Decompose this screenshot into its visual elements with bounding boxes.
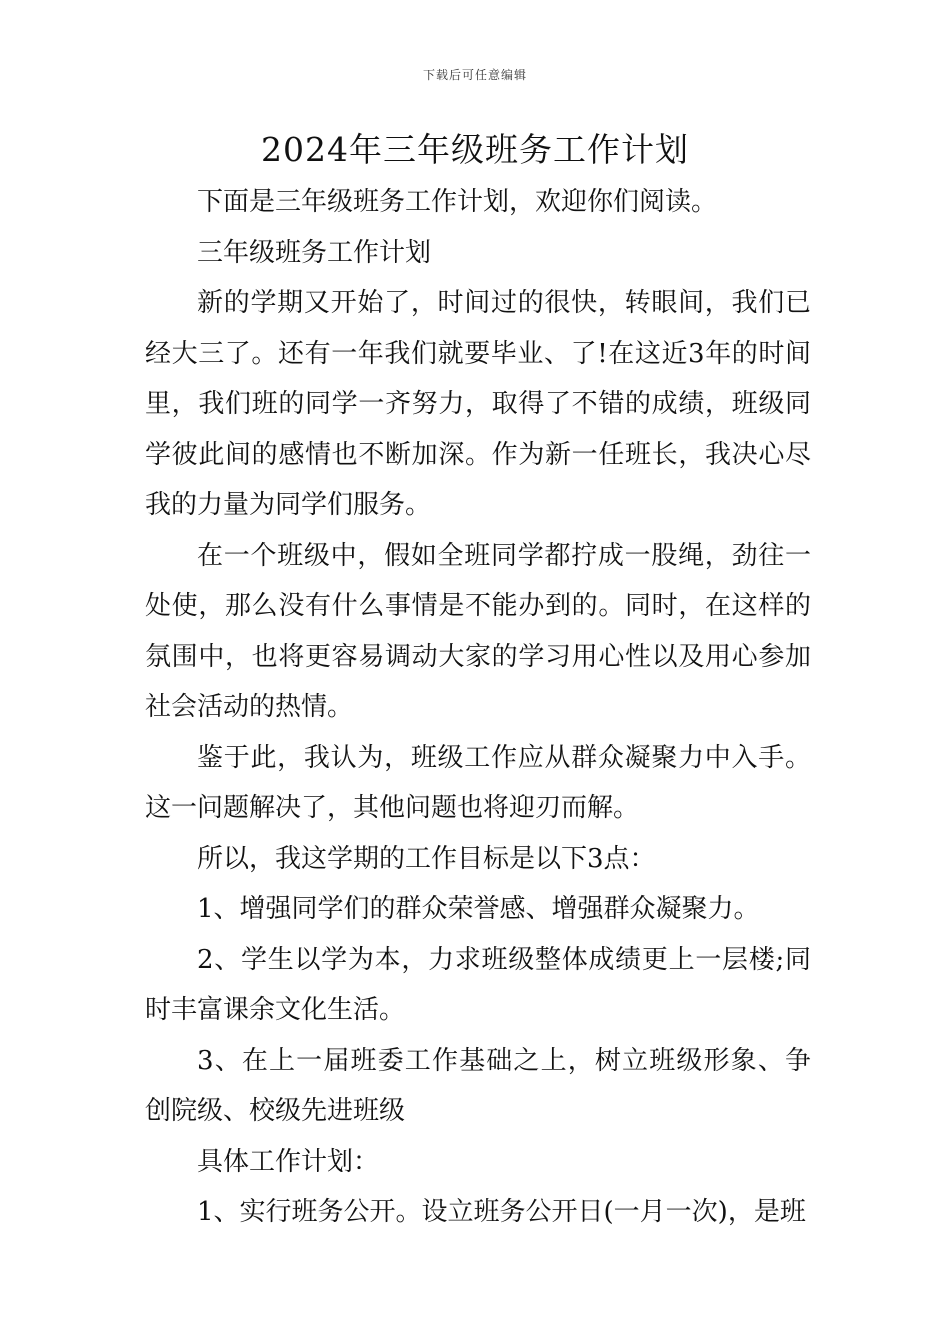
paragraph-intro: 下面是三年级班务工作计划，欢迎你们阅读。 (197, 187, 718, 217)
paragraph-goal-3: 3、在上一届班委工作基础之上，树立班级形象、争创院级、校级先进班级 (145, 1045, 811, 1126)
paragraph-cohesion: 鉴于此，我认为，班级工作应从群众凝聚力中入手。这一问题解决了，其他问题也将迎刃而解。 (145, 742, 811, 823)
paragraph-goal-1: 1、增强同学们的群众荣誉感、增强群众凝聚力。 (197, 894, 760, 924)
paragraph-goals-intro: 所以，我这学期的工作目标是以下3点： (197, 843, 656, 874)
paragraph-subtitle: 三年级班务工作计划 (197, 237, 432, 268)
paragraph-plan-1: 1、实行班务公开。设立班务公开日(一月一次)，是班 (197, 1197, 806, 1227)
paragraph-plan-heading: 具体工作计划： (197, 1146, 380, 1177)
document-body (145, 177, 811, 1238)
paragraph-class-unity: 在一个班级中，假如全班同学都拧成一股绳，劲往一处使，那么没有什么事情是不能办到的。同时，在这样的氛围中，也将更容易调动大家的学习用心性以及用心参加社会活动的热情。 (145, 540, 811, 722)
page-header-note: 下载后可任意编辑 (422, 68, 527, 82)
paragraph-goal-2: 2、学生以学为本，力求班级整体成绩更上一层楼;同时丰富课余文化生活。 (145, 944, 811, 1025)
paragraph-new-semester: 新的学期又开始了，时间过的很快，转眼间，我们已经大三了。还有一年我们就要毕业、了!在这近3年的时间里，我们班的同学一齐努力，取得了不错的成绩，班级同学彼此间的感情也不断加深。作为新一任班长，我决心尽我的力量为同学们服务。 (145, 288, 811, 520)
document-title: 2024年三年级班务工作计划 (261, 130, 689, 169)
